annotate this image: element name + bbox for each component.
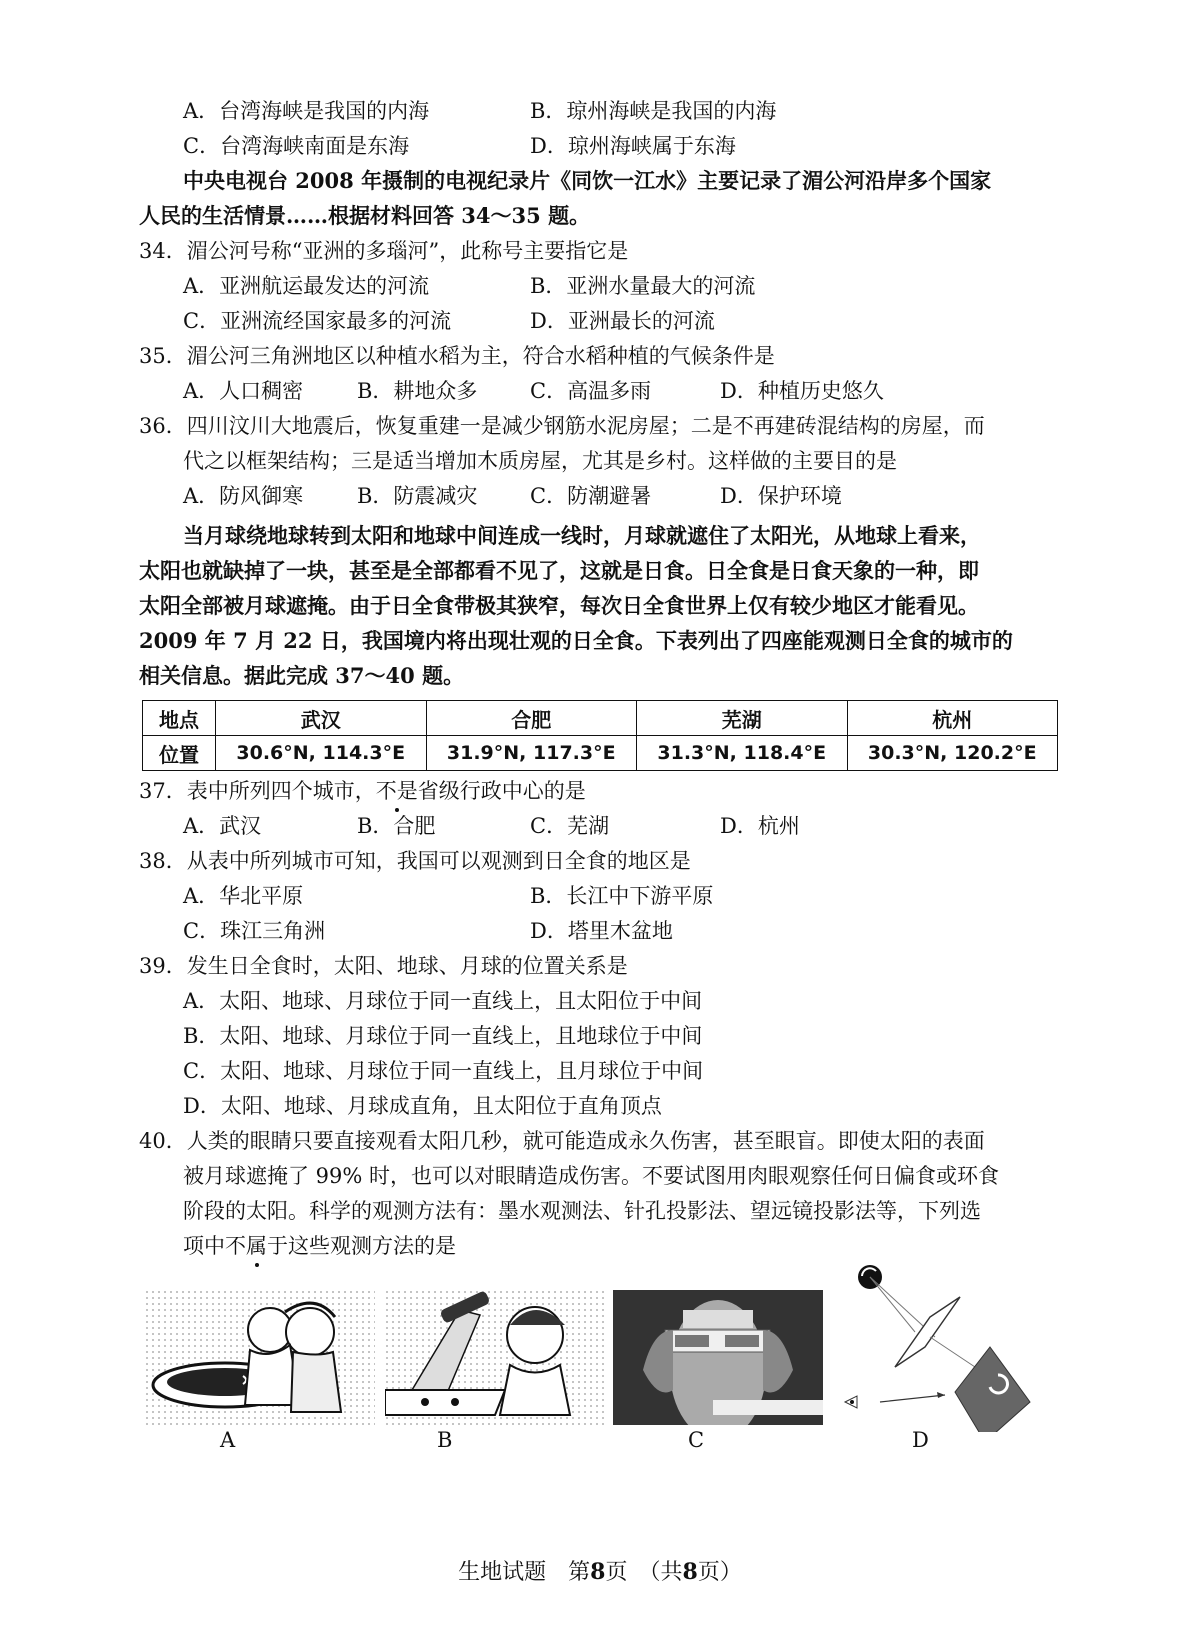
- q40-stem-post: 这些观测方法的是: [288, 1234, 456, 1258]
- q39-stem: 39．发生日全食时，太阳、地球、月球的位置关系是: [139, 954, 628, 978]
- q34-stem: 34．湄公河号称“亚洲的多瑙河”，此称号主要指它是: [139, 239, 629, 263]
- figure-c-eclipse-glasses-photo: [613, 1290, 823, 1425]
- figure-a-label: A: [220, 1428, 236, 1452]
- q35-option-b: B．耕地众多: [357, 379, 478, 403]
- q39-option-a: A．太阳、地球、月球位于同一直线上，且太阳位于中间: [183, 989, 703, 1013]
- q34-option-c: C．亚洲流经国家最多的河流: [183, 309, 452, 333]
- q34-option-b: B．亚洲水量最大的河流: [530, 274, 756, 298]
- q37-option-c: C．芜湖: [530, 814, 610, 838]
- intro-37-40-line3: 太阳全部被月球遮掩。由于日全食带极其狭窄，每次日全食世界上仅有较少地区才能看见。: [139, 593, 979, 618]
- figure-b-telescope-projection-illustration: [385, 1290, 605, 1425]
- q38-option-b: B．长江中下游平原: [530, 884, 714, 908]
- page-footer: [0, 1555, 1200, 1586]
- q36-stem-line1: 36．四川汶川大地震后，恢复重建一是减少钢筋水泥房屋；二是不再建砖混结构的房屋，而: [139, 414, 985, 438]
- intro-37-40-line5: 相关信息。据此完成 37～40 题。: [139, 663, 465, 688]
- q34-option-a: A．亚洲航运最发达的河流: [183, 274, 430, 298]
- footer-page-number: 8: [590, 1559, 606, 1585]
- q35-option-d: D．种植历史悠久: [720, 379, 884, 403]
- q40-stem-line4: [183, 1231, 456, 1261]
- city-info-table: [142, 700, 1058, 771]
- q33-option-c: C．台湾海峡南面是东海: [183, 134, 410, 158]
- intro-37-40-line4: 2009 年 7 月 22 日，我国境内将出现壮观的日全食。下表列出了四座能观测日全食的城市的: [139, 628, 1013, 653]
- table-header-cell: 地点: [143, 701, 216, 736]
- table-cell: 位置: [143, 736, 216, 771]
- q40-stem-pre: 项中: [183, 1234, 225, 1258]
- table-header-cell: 武汉: [216, 701, 427, 736]
- q36-option-a: A．防风御寒: [183, 484, 304, 508]
- q36-option-c: C．防潮避暑: [530, 484, 652, 508]
- table-cell: 31.3°N, 118.4°E: [637, 736, 848, 771]
- footer-text-post: 页）: [697, 1560, 742, 1585]
- q38-option-a: A．华北平原: [183, 884, 304, 908]
- figure-c-label: C: [688, 1428, 705, 1452]
- q35-stem: 35．湄公河三角洲地区以种植水稻为主，符合水稻种植的气候条件是: [139, 344, 775, 368]
- intro-37-40-line1: 当月球绕地球转到太阳和地球中间连成一线时，月球就遮住了太阳光，从地球上看来，: [183, 523, 981, 548]
- footer-total-pages: 8: [682, 1559, 698, 1585]
- q35-option-a: A．人口稠密: [183, 379, 304, 403]
- table-header-row: [143, 701, 1058, 736]
- q38-stem: 38．从表中所列城市可知，我国可以观测到日全食的地区是: [139, 849, 691, 873]
- q37-stem-emphasis: 不是: [376, 776, 418, 806]
- table-cell: 31.9°N, 117.3°E: [426, 736, 637, 771]
- q33-option-d: D．琼州海峡属于东海: [530, 134, 736, 158]
- table-cell: 30.3°N, 120.2°E: [847, 736, 1058, 771]
- q40-stem-line3: 阶段的太阳。科学的观测方法有：墨水观测法、针孔投影法、望远镜投影法等，下列选: [183, 1199, 981, 1223]
- figure-a-ink-basin-illustration: [145, 1290, 375, 1425]
- q39-option-c: C．太阳、地球、月球位于同一直线上，且月球位于中间: [183, 1059, 704, 1083]
- table-header-cell: 合肥: [426, 701, 637, 736]
- intro-34-35-line1: 中央电视台 2008 年摄制的电视纪录片《同饮一江水》主要记录了湄公河沿岸多个国家: [183, 168, 992, 193]
- q37-option-d: D．杭州: [720, 814, 800, 838]
- q40-stem-line1: 40．人类的眼睛只要直接观看太阳几秒，就可能造成永久伤害，甚至眼盲。即使太阳的表面: [139, 1129, 985, 1153]
- q36-option-b: B．防震减灾: [357, 484, 478, 508]
- q37-stem-pre: 37．表中所列四个城市，: [139, 779, 376, 803]
- intro-34-35-line2: 人民的生活情景……根据材料回答 34～35 题。: [139, 203, 591, 228]
- table-cell: 30.6°N, 114.3°E: [216, 736, 427, 771]
- q39-option-b: B．太阳、地球、月球位于同一直线上，且地球位于中间: [183, 1024, 703, 1048]
- q36-option-d: D．保护环境: [720, 484, 842, 508]
- table-header-cell: 杭州: [847, 701, 1058, 736]
- q40-stem-line2: 被月球遮掩了 99% 时，也可以对眼睛造成伤害。不要试图用肉眼观察任何日偏食或环食: [183, 1164, 1000, 1188]
- q38-option-d: D．塔里木盆地: [530, 919, 673, 943]
- q38-option-c: C．珠江三角洲: [183, 919, 326, 943]
- q33-option-b: B．琼州海峡是我国的内海: [530, 99, 777, 123]
- q37-stem-post: 省级行政中心的是: [417, 779, 586, 803]
- footer-text-pre: 生地试题 第: [458, 1560, 591, 1585]
- q37-stem: [139, 776, 586, 806]
- q33-option-a: A．台湾海峡是我国的内海: [183, 99, 430, 123]
- q37-option-b: B．合肥: [357, 814, 436, 838]
- intro-37-40-line2: 太阳也就缺掉了一块，甚至是全部都看不见了，这就是日食。日全食是日食天象的一种，即: [139, 558, 979, 583]
- footer-text-mid: 页 （共: [605, 1560, 683, 1585]
- figure-d-label: D: [912, 1428, 929, 1452]
- table-row: [143, 736, 1058, 771]
- figure-d-mirror-projection-diagram: [840, 1262, 1040, 1432]
- table-header-cell: 芜湖: [637, 701, 848, 736]
- q35-option-c: C．高温多雨: [530, 379, 652, 403]
- q40-stem-emphasis: 不属于: [225, 1231, 288, 1261]
- q39-option-d: D．太阳、地球、月球成直角，且太阳位于直角顶点: [183, 1094, 662, 1118]
- q36-stem-line2: 代之以框架结构；三是适当增加木质房屋，尤其是乡村。这样做的主要目的是: [183, 449, 897, 473]
- figure-b-label: B: [437, 1428, 453, 1452]
- q37-option-a: A．武汉: [183, 814, 262, 838]
- q34-option-d: D．亚洲最长的河流: [530, 309, 715, 333]
